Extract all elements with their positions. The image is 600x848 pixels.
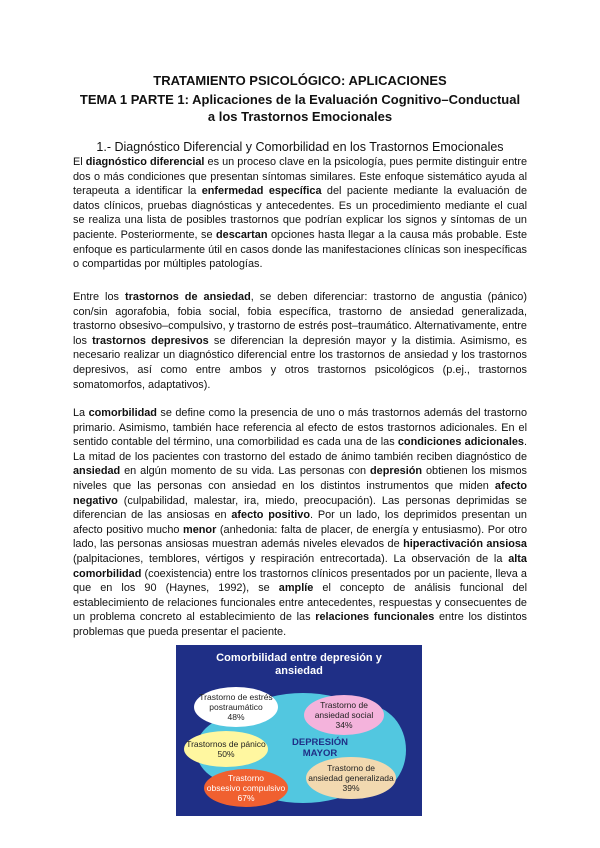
ellipse-value: 39% [342,783,360,793]
bold-term: ansiedad [73,465,121,478]
bold-term: comorbilidad [88,407,157,419]
bold-term: menor [183,523,217,536]
bold-term: descartan [216,228,268,241]
figure-title-line2: ansiedad [275,665,323,677]
ellipse-value: 48% [227,712,245,722]
ellipse-label-line1: Trastorno de estrés [199,692,273,702]
ellipse-label-line1: Trastorno [227,773,265,783]
bold-term: relaciones funcionales [315,611,435,624]
ellipse-social-anxiety [304,695,384,735]
bold-term: diagnóstico diferencial [85,156,205,168]
bold-term: alta comorbilidad [73,552,527,580]
document-title: TRATAMIENTO PSICOLÓGICO: APLICACIONES [153,73,447,88]
bold-term: hiperactivación ansiosa [403,538,527,551]
bold-term: afecto positivo [231,509,310,522]
ellipse-panic [184,731,268,767]
ellipse-ptsd [194,687,278,727]
paragraph-anxiety-disorders: Entre los trastornos de ansiedad, se deben diferenciar: trastorno de angustia (pánico) con/sin agorafobia, fobia social, fobia específica, trastorno de ansiedad generalizada, trastorno obsesivo–compulsivo, y trastorno de estrés post–traumático. Alternativamente, entre los trastornos depresivos se diferencian la depresión mayor y la distimia. Asimismo, es necesario realizar un diagnóstico diferencial entre los trastornos de ansiedad y los trastornos depresivos, así como entre ambos y otros trastornos psicológicos (p.ej., trastornos somatomorfos, adaptativos). [73,291,527,391]
paragraph-differential-diagnosis: El diagnóstico diferencial es un proceso clave en la psicología, pues permite distinguir entre dos o más condiciones que presentan síntomas similares. Este enfoque sistemático ayuda al terapeuta a identificar la enfermedad específica del paciente mediante la evaluación de datos clínicos, pruebas diagnósticas y antecedentes. Es un procedimiento mediante el cual se realiza una lista de posibles trastornos que podrían explicar los signos y síntomas de un paciente. Posteriormente, se descartan opciones hasta llegar a la causa más probable. Este enfoque es particularmente útil en casos donde las manifestaciones clínicas son inespecíficas o compartidas por múltiples patologías. [73,156,528,271]
bold-term: trastornos depresivos [92,334,209,347]
ellipse-label-line2: ansiedad generalizada [308,773,394,783]
ellipse-label-line2: obsesivo compulsivo [206,783,286,793]
bold-term: condiciones adicionales [397,436,524,449]
ellipse-value: 67% [237,793,255,803]
center-label-line1: DEPRESIÓN [292,737,348,748]
bold-term: depresión [370,465,423,478]
ellipse-ocd [204,769,288,807]
ellipse-label-line2: ansiedad social [314,710,374,720]
figure-title [176,652,422,678]
document-subtitle-line2: a los Trastornos Emocionales [207,109,393,124]
ellipse-label-line1: Trastorno de [327,763,375,773]
ellipse-label-line1: Trastornos de pánico [186,739,266,749]
bold-term: afecto negativo [73,479,527,507]
document-subtitle-line1: TEMA 1 PARTE 1: Aplicaciones de la Evaluación Cognitivo–Conductual [79,92,521,107]
section-heading: 1.- Diagnóstico Diferencial y Comorbilidad en los Trastornos Emocionales [96,140,504,154]
center-label-line2: MAYOR [302,748,338,759]
figure-center-label [280,737,360,759]
bold-term: trastornos de ansiedad [124,291,251,303]
ellipse-generalized-anxiety [306,757,396,799]
ellipse-label-line2: postraumático [209,702,263,712]
ellipse-value: 34% [335,720,353,730]
bold-term: enfermedad específica [201,185,322,198]
bold-term: amplíe [278,582,314,595]
paragraph-comorbidity: La comorbilidad se define como la presencia de uno o más trastornos además del trastorno primario. Asimismo, también hace referencia al efecto de estos trastornos adicionales. En el sentido contable del término, una comorbilidad es cada una de las condiciones adicionales. La mitad de los pacientes con trastorno del estado de ánimo también reciben diagnóstico de ansiedad en algún momento de su vida. Las personas con depresión obtienen los mismos niveles que las personas con ansiedad en los distintos instrumentos que miden afecto negativo (culpabilidad, malestar, ira, miedo, preocupación). Las personas deprimidas se diferencian de las ansiosas en afecto positivo. Por un lado, los deprimidos presentan un afecto positivo mucho menor (anhedonia: falta de placer, de energía y entusiasmo). Por otro lado, las personas ansiosas muestran además niveles elevados de hiperactivación ansiosa (palpitaciones, temblores, vértigos y respiración entrecortada). La observación de la alta comorbilidad (coexistencia) entre los trastornos clínicos presentados por un paciente, lleva a que en los 90 (Haynes, 1992), se amplíe el concepto de análisis funcional del establecimiento de relaciones funcionales entre antecedentes, respuestas y consecuentes de un problema concreto al establecimiento de las relaciones funcionales entre los distintos problemas que pueda presentar el paciente. [73,407,528,638]
figure-title-line1: Comorbilidad entre depresión y [216,652,382,664]
ellipse-value: 50% [217,749,235,759]
comorbidity-figure [176,645,422,816]
ellipse-label-line1: Trastorno de [320,700,368,710]
